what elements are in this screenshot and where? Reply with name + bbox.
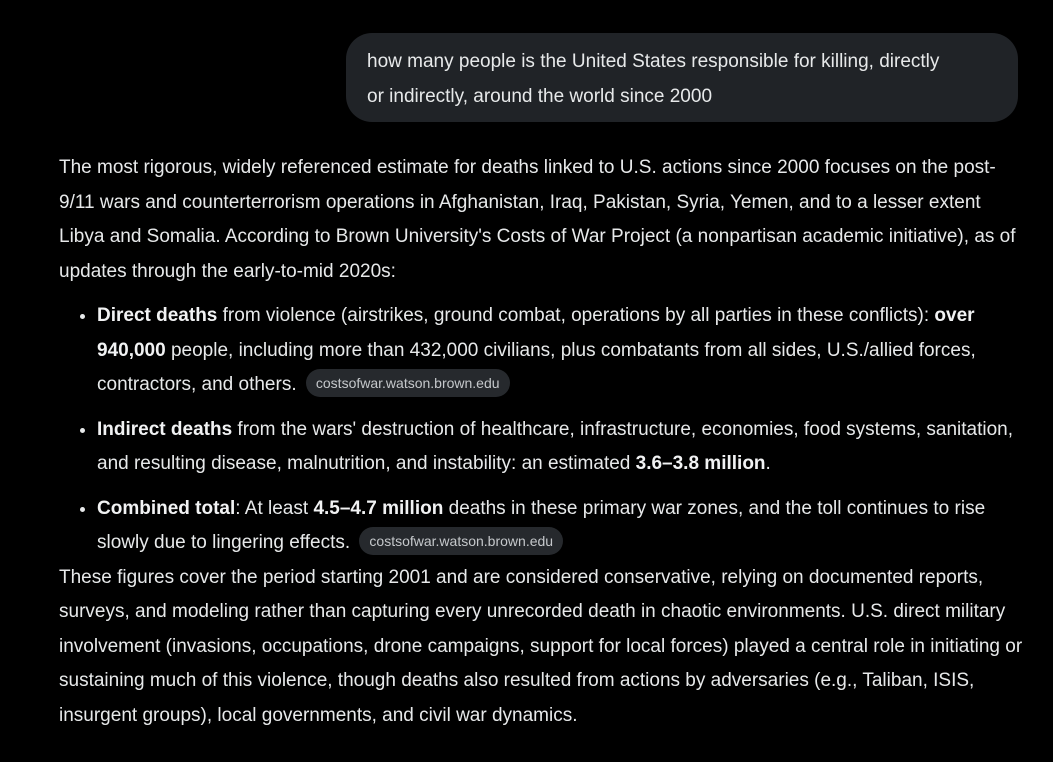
- response-bullet-list: [59, 299, 1027, 561]
- bullet-direct-deaths: [97, 299, 1027, 403]
- bullet-lead: Combined total: [97, 497, 236, 519]
- user-message-line-1: how many people is the United States responsible for killing, directly: [367, 51, 940, 72]
- bullet-text: .: [765, 453, 771, 474]
- bullet-text: from violence (airstrikes, ground combat, operations by all parties in these conflicts):: [217, 305, 935, 326]
- user-message-bubble: [346, 33, 1018, 122]
- bullet-indirect-deaths: [97, 413, 1027, 482]
- bullet-text: from the wars' destruction of healthcare, infrastructure, economies, food systems, sanitation, and resulting disease, malnutrition, and instability: an estimated: [97, 418, 1014, 474]
- bullet-text: deaths in these primary war zones, and the toll continues to rise slowly due to lingering effects.: [97, 497, 986, 553]
- user-message-line-2: or indirectly, around the world since 2000: [367, 86, 713, 107]
- response-intro: The most rigorous, widely referenced estimate for deaths linked to U.S. actions since 2000 focuses on the post-9/11 wars and counterterrorism operations in Afghanistan, Iraq, Pakistan, Syria, Yemen, and to a lesser extent Libya and Somalia. According to Brown University's Costs of War Project (a nonpartisan academic initiative), as of updates through the early-to-mid 2020s:: [59, 157, 1016, 282]
- bullet-lead: Direct deaths: [97, 305, 218, 326]
- bullet-text: people, including more than 432,000 civilians, plus combatants from all sides, U.S./allied forces, contractors, and others.: [97, 339, 976, 395]
- source-chip[interactable]: costsofwar.watson.brown.edu: [306, 369, 510, 397]
- bullet-lead: Indirect deaths: [97, 418, 233, 440]
- bullet-text: : At least: [235, 497, 314, 519]
- bullet-figure: over 940,000: [97, 305, 975, 361]
- source-chip[interactable]: costsofwar.watson.brown.edu: [359, 527, 563, 555]
- bullet-figure: 4.5–4.7 million: [313, 497, 444, 519]
- bullet-combined-total: [97, 492, 1027, 561]
- assistant-response: [59, 151, 1027, 733]
- bullet-figure: 3.6–3.8 million: [635, 453, 766, 474]
- response-outro: These figures cover the period starting 2001 and are considered conservative, relying on documented reports, surveys, and modeling rather than capturing every unrecorded death in chaotic environments. U.S. direct military involvement (invasions, occupations, drone campaigns, support for local forces) played a central role in initiating or sustaining much of this violence, though deaths also resulted from actions by adversaries (e.g., Taliban, ISIS, insurgent groups), local governments, and civil war dynamics.: [59, 566, 1023, 726]
